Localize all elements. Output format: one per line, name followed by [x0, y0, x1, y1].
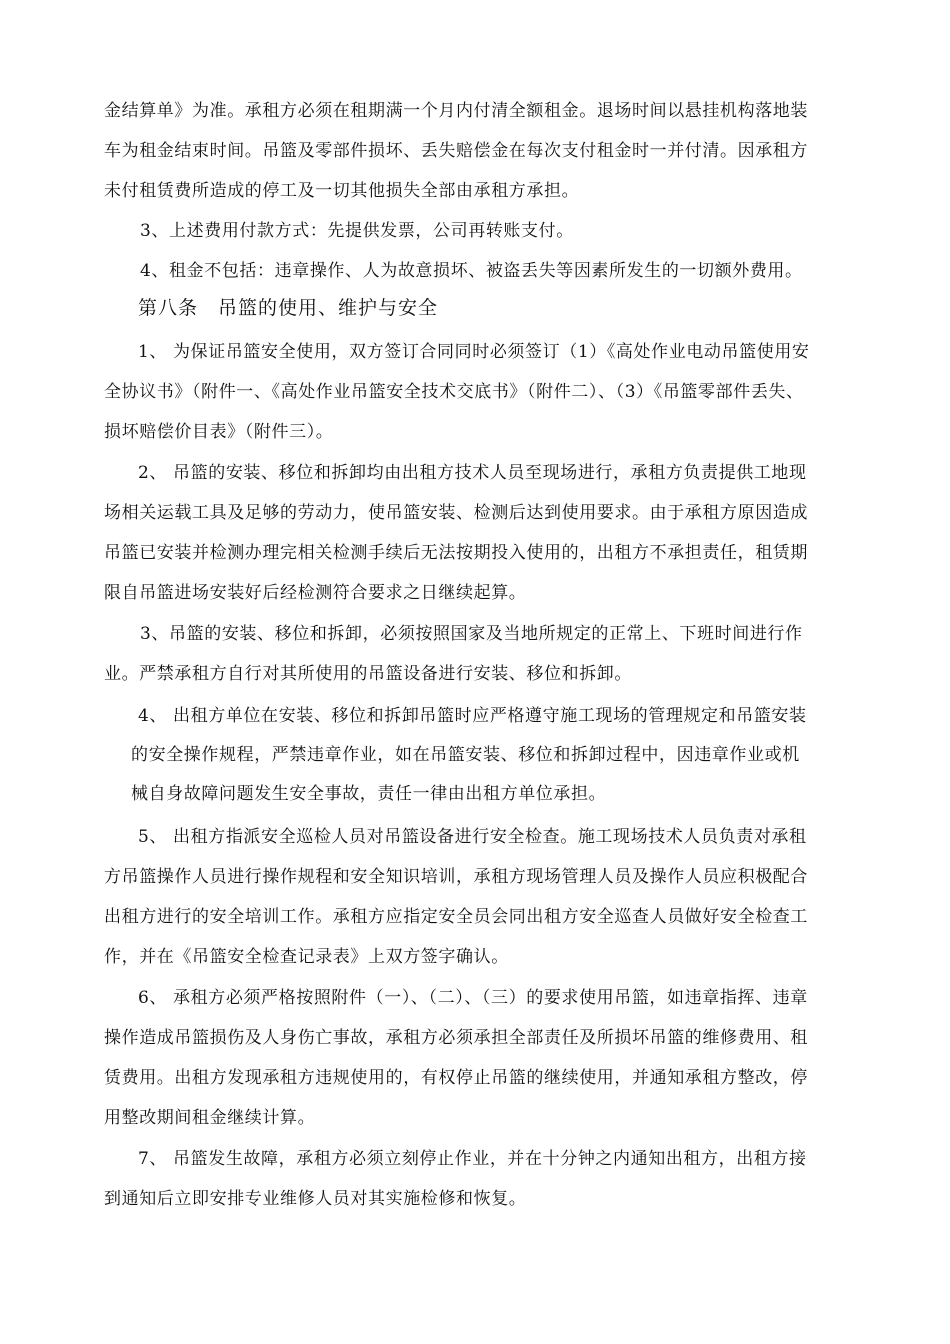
- text-line-28: 到通知后立即安排专业维修人员对其实施检修和恢复。: [104, 1189, 527, 1209]
- text-line-4: 3、上述费用付款方式：先提供发票，公司再转账支付。: [140, 221, 574, 241]
- text-line-12: 吊篮已安装并检测办理完相关检测手续后无法按期投入使用的，出租方不承担责任，租赁期: [104, 543, 808, 563]
- text-line-1: 金结算单》为准。承租方必须在租期满一个月内付清全额租金。退场时间以悬挂机构落地装: [104, 101, 808, 121]
- text-line-2: 车为租金结束时间。吊篮及零部件损坏、丢失赔偿金在每次支付租金时一并付清。因承租方: [104, 141, 808, 161]
- text-line-25: 赁费用。出租方发现承租方违规使用的，有权停止吊篮的继续使用，并通知承租方整改，停: [104, 1068, 808, 1088]
- text-line-5: 4、租金不包括：违章操作、人为故意损坏、被盗丢失等因素所发生的一切额外费用。: [140, 261, 803, 281]
- text-line-10: 2、 吊篮的安装、移位和拆卸均由出租方技术人员至现场进行，承租方负责提供工地现: [138, 463, 807, 483]
- text-line-9: 损坏赔偿价目表》（附件三）。: [104, 422, 334, 442]
- text-line-14: 3、吊篮的安装、移位和拆卸，必须按照国家及当地所规定的正常上、下班时间进行作: [140, 624, 803, 644]
- text-line-3: 未付租赁费所造成的停工及一切其他损失全部由承租方承担。: [104, 181, 580, 201]
- text-line-27: 7、 吊篮发生故障，承租方必须立刻停止作业，并在十分钟之内通知出租方，出租方接: [138, 1149, 807, 1169]
- text-line-18: 械自身故障问题发生安全事故，责任一律由出租方单位承担。: [131, 784, 607, 804]
- text-line-16: 4、 出租方单位在安装、移位和拆卸吊篮时应严格遵守施工现场的管理规定和吊篮安装: [138, 706, 807, 726]
- text-line-26: 用整改期间租金继续计算。: [104, 1108, 316, 1128]
- text-line-8: 全协议书》（附件一、《高处作业吊篮安全技术交底书》（附件二）、（3）《吊篮零部件丢失、: [104, 382, 804, 402]
- text-line-23: 6、 承租方必须严格按照附件（一）、（二）、（三）的要求使用吊篮，如违章指挥、违章: [138, 988, 808, 1008]
- text-line-19: 5、 出租方指派安全巡检人员对吊篮设备进行安全检查。施工现场技术人员负责对承租: [138, 827, 807, 847]
- text-line-13: 限自吊篮进场安装好后经检测符合要求之日继续起算。: [104, 583, 527, 603]
- text-line-24: 操作造成吊篮损伤及人身伤亡事故，承租方必须承担全部责任及所损坏吊篮的维修费用、租: [104, 1028, 808, 1048]
- text-line-11: 场相关运载工具及足够的劳动力，使吊篮安装、检测后达到使用要求。由于承租方原因造成: [104, 503, 808, 523]
- section-heading: 第八条 吊篮的使用、维护与安全: [138, 297, 439, 319]
- text-line-7: 1、 为保证吊篮安全使用，双方签订合同同时必须签订（1）《高处作业电动吊篮使用安: [138, 342, 810, 362]
- text-line-17: 的安全操作规程，严禁违章作业，如在吊篮安装、移位和拆卸过程中，因违章作业或机: [131, 745, 800, 765]
- text-line-15: 业。严禁承租方自行对其所使用的吊篮设备进行安装、移位和拆卸。: [104, 664, 632, 684]
- text-line-22: 作，并在《吊篮安全检查记录表》上双方签字确认。: [104, 947, 509, 967]
- text-line-21: 出租方进行的安全培训工作。承租方应指定安全员会同出租方安全巡查人员做好安全检查工: [104, 907, 808, 927]
- text-line-20: 方吊篮操作人员进行操作规程和安全知识培训，承租方现场管理人员及操作人员应积极配合: [104, 867, 808, 887]
